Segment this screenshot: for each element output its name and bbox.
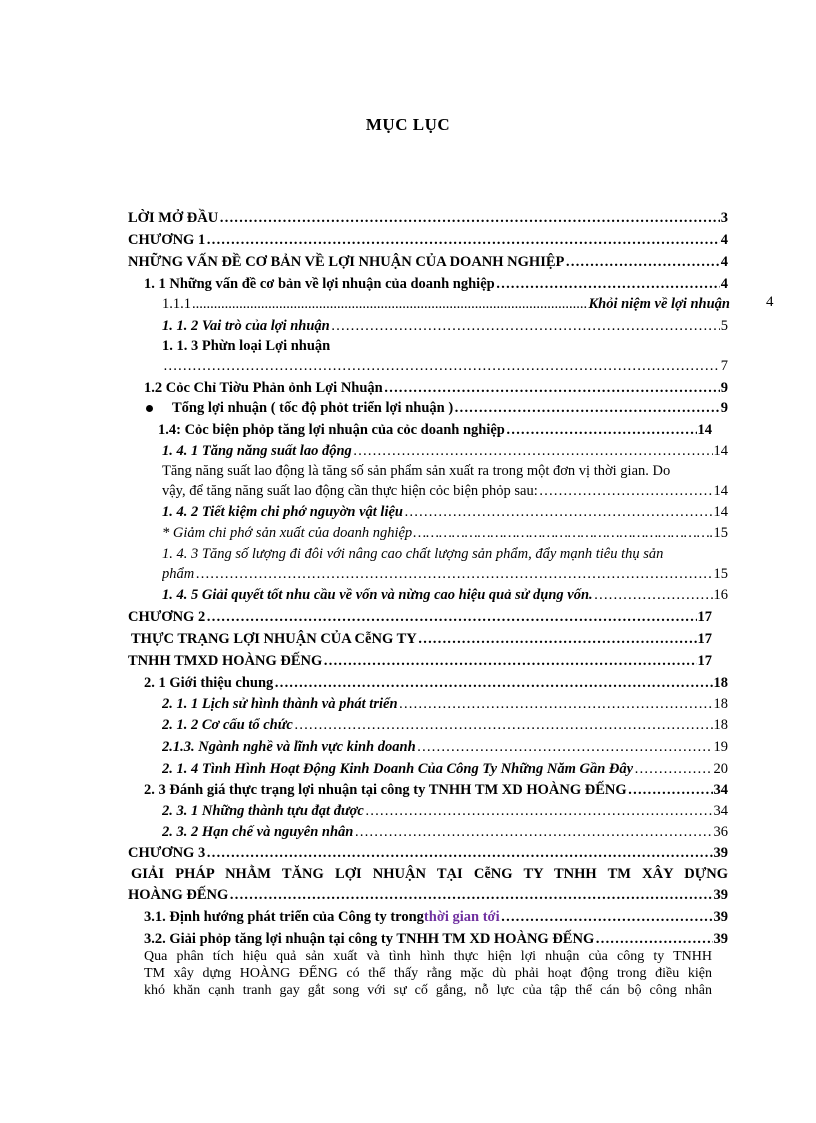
toc-entry-page: 20 — [713, 761, 728, 777]
toc-entry-page: 5 — [720, 318, 728, 334]
toc-entry-page: 4 — [720, 276, 728, 292]
toc-entry-page: 34 — [713, 803, 728, 819]
toc-entry-text: Khỏi niệm về lợi nhuận — [588, 296, 730, 312]
toc-entry-text: CHƯƠNG 2 — [128, 609, 206, 625]
toc-entry-page: 4 — [720, 232, 728, 248]
toc-entry-text: 2. 1 Giới thiệu chung — [144, 675, 274, 691]
toc-entry[interactable] — [128, 252, 728, 272]
toc-entry[interactable] — [162, 801, 728, 821]
toc-entry-page: 9 — [720, 380, 728, 396]
toc-entry-text: vậy, để tăng năng suất lao động cần thực hiện cỏc biện phỏp sau: — [162, 483, 538, 499]
toc-entry-page: 3 — [720, 210, 728, 226]
toc-entry-page: 7 — [720, 358, 728, 374]
toc-entry[interactable] — [162, 294, 730, 314]
toc-entry-page: 15 — [713, 525, 728, 541]
toc-entry[interactable] — [128, 230, 728, 250]
toc-entry[interactable] — [128, 885, 728, 905]
toc-entry[interactable] — [144, 673, 728, 693]
toc-entry-page: 17 — [697, 653, 712, 669]
toc-entry[interactable] — [128, 843, 728, 863]
toc-entry[interactable] — [162, 759, 728, 779]
toc-entry-page: 14 — [697, 422, 712, 438]
toc-entry-text: 2. 1. 1 Lịch sử hình thành và phát triển — [162, 696, 398, 712]
toc-entry-page: 39 — [713, 887, 728, 903]
toc-entry[interactable] — [162, 715, 728, 735]
toc-entry[interactable] — [128, 651, 712, 671]
toc-entry-text: 2. 3. 1 Những thành tựu đạt được — [162, 803, 364, 819]
toc-entry[interactable] — [158, 420, 712, 440]
toc-entry-text: 2. 1. 4 Tình Hình Hoạt Động Kinh Doanh Của Công Ty Những Năm Gần Đây — [162, 761, 634, 777]
toc-entry-number: 1.1.1 — [162, 296, 191, 312]
toc-entry-text: 2. 1. 2 Cơ cấu tổ chức — [162, 717, 293, 733]
toc-entry-text: 2.1.3. Ngành nghề và lĩnh vực kinh doanh — [162, 739, 416, 755]
toc-entry-text: 1. 4. 1 Tăng năng suất lao động — [162, 443, 352, 459]
toc-entry-text: TNHH TMXD HOÀNG ĐẾNG — [128, 653, 323, 669]
bullet-icon — [146, 405, 153, 412]
toc-entry-text: 1. 4. 5 Giải quyết tốt nhu cầu về vốn và nừng cao hiệu quả sử dụng vốn. — [162, 587, 593, 603]
toc-entry[interactable] — [162, 441, 728, 461]
toc-entry[interactable] — [144, 780, 728, 800]
paragraph-line: Qua phân tích hiệu quả sản xuất và tình hình thực hiện lợi nhuận của công ty TNHH — [144, 949, 712, 964]
toc-entry-text-line: Tăng năng suất lao động là tăng số sản phẩm sản xuất ra trong một đơn vị thời gian. Do — [162, 463, 671, 479]
toc-entry[interactable] — [144, 378, 728, 398]
toc-entry-text: NHỮNG VẤN ĐỀ CƠ BẢN VỀ LỢI NHUẬN CỦA DOANH NGHIỆP — [128, 254, 565, 270]
toc-entry[interactable] — [162, 564, 728, 584]
toc-entry-page: 19 — [713, 739, 728, 755]
toc-entry[interactable] — [131, 629, 712, 649]
toc-entry-page: 16 — [713, 587, 728, 603]
toc-entry[interactable] — [172, 398, 728, 418]
toc-entry[interactable] — [162, 356, 728, 376]
page-title: MỤC LỤC — [365, 115, 451, 134]
toc-entry-page: 18 — [713, 717, 728, 733]
toc-entry-text-line: GIẢI PHÁP NHẰM TĂNG LỢI NHUẬN TẠI CễNG TY TNHH TM XÂY DỰNG — [131, 866, 728, 882]
toc-entry-page: 17 — [697, 609, 712, 625]
toc-entry-text: 1. 4. 2 Tiết kiệm chi phớ nguyờn vật liệu — [162, 504, 403, 520]
toc-entry-text: CHƯƠNG 1 — [128, 232, 206, 248]
toc-entry-page: 14 — [713, 483, 728, 499]
toc-entry[interactable] — [144, 929, 728, 949]
closing-paragraph — [144, 948, 712, 999]
toc-entry-text: CHƯƠNG 3 — [128, 845, 206, 861]
toc-entry-page: 39 — [713, 909, 728, 925]
toc-entry-text-highlight: thời gian tới — [423, 909, 500, 925]
toc-entry[interactable] — [162, 502, 728, 522]
toc-entry-text: * Giảm chi phớ sản xuất của doanh nghiệp — [162, 525, 413, 541]
toc-entry-text-line: 1. 4. 3 Tăng số lượng đi đôi với nâng cao chất lượng sản phẩm, đẩy mạnh tiêu thụ sản — [162, 546, 664, 562]
toc-entry[interactable] — [162, 585, 728, 605]
toc-entry-page: 18 — [713, 696, 728, 712]
toc-entry[interactable] — [162, 737, 728, 757]
toc-entry[interactable] — [144, 274, 728, 294]
toc-entry-page: 34 — [713, 782, 728, 798]
toc-entry-text: phẩm — [162, 566, 195, 582]
toc-entry-page: 18 — [713, 675, 728, 691]
toc-entry[interactable] — [162, 694, 728, 714]
toc-entry-page: 39 — [713, 931, 728, 947]
toc-entry-text: Tổng lợi nhuận ( tốc độ phỏt triển lợi nhuận ) — [172, 400, 454, 416]
toc-entry[interactable] — [162, 523, 728, 543]
toc-entry-text: 1. 1. 3 Phừn loại Lợi nhuận — [162, 338, 331, 354]
toc-entry-text: 3.1. Định hướng phát triển của Công ty trong — [144, 909, 424, 925]
toc-entry[interactable] — [162, 822, 728, 842]
toc-entry-text: LỜI MỞ ĐẦU — [128, 210, 219, 226]
toc-entry-page: 14 — [713, 443, 728, 459]
toc-entry-page: 9 — [720, 400, 728, 416]
toc-entry[interactable] — [128, 208, 728, 228]
toc-entry-text: 1.2 Cỏc Chỉ Tiờu Phản ỏnh Lợi Nhuận — [144, 380, 383, 396]
toc-entry[interactable] — [128, 607, 712, 627]
paragraph-line: TM xây dựng HOÀNG ĐẾNG có thể thấy rằng mặc dù phải hoạt động trong điều kiện — [144, 966, 712, 981]
toc-entry-text: HOÀNG ĐẾNG — [128, 887, 229, 903]
toc-entry-text: 2. 3 Đánh giá thực trạng lợi nhuận tại công ty TNHH TM XD HOÀNG ĐẾNG — [144, 782, 627, 798]
toc-entry-text: 2. 3. 2 Hạn chế và nguyên nhân — [162, 824, 354, 840]
toc-entry-page: 39 — [713, 845, 728, 861]
toc-entry[interactable] — [162, 316, 728, 336]
toc-entry-text: 1. 1 Những vấn đề cơ bản về lợi nhuận của doanh nghiệp — [144, 276, 495, 292]
toc-entry-page: 4 — [766, 294, 774, 310]
toc-entry-text: THỰC TRẠNG LỢI NHUẬN CỦA CễNG TY — [131, 631, 417, 647]
toc-entry-page: 36 — [713, 824, 728, 840]
toc-entry-page: 17 — [697, 631, 712, 647]
toc-entry-page: 15 — [713, 566, 728, 582]
toc-entry-page: 4 — [720, 254, 728, 270]
toc-entry[interactable] — [162, 481, 728, 501]
toc-entry-text: 1. 1. 2 Vai trò của lợi nhuận — [162, 318, 330, 334]
toc-entry[interactable] — [144, 907, 728, 927]
toc-entry-text: 1.4: Cỏc biện phỏp tăng lợi nhuận của cỏc doanh nghiệp — [158, 422, 505, 438]
paragraph-line: khó khăn cạnh tranh gay gắt song với sự cố gắng, nỗ lực của tập thể cán bộ công nhân — [144, 983, 712, 998]
toc-entry-text: 3.2. Giải phỏp tăng lợi nhuận tại công ty TNHH TM XD HOÀNG ĐẾNG — [144, 931, 595, 947]
toc-entry-page: 14 — [713, 504, 728, 520]
